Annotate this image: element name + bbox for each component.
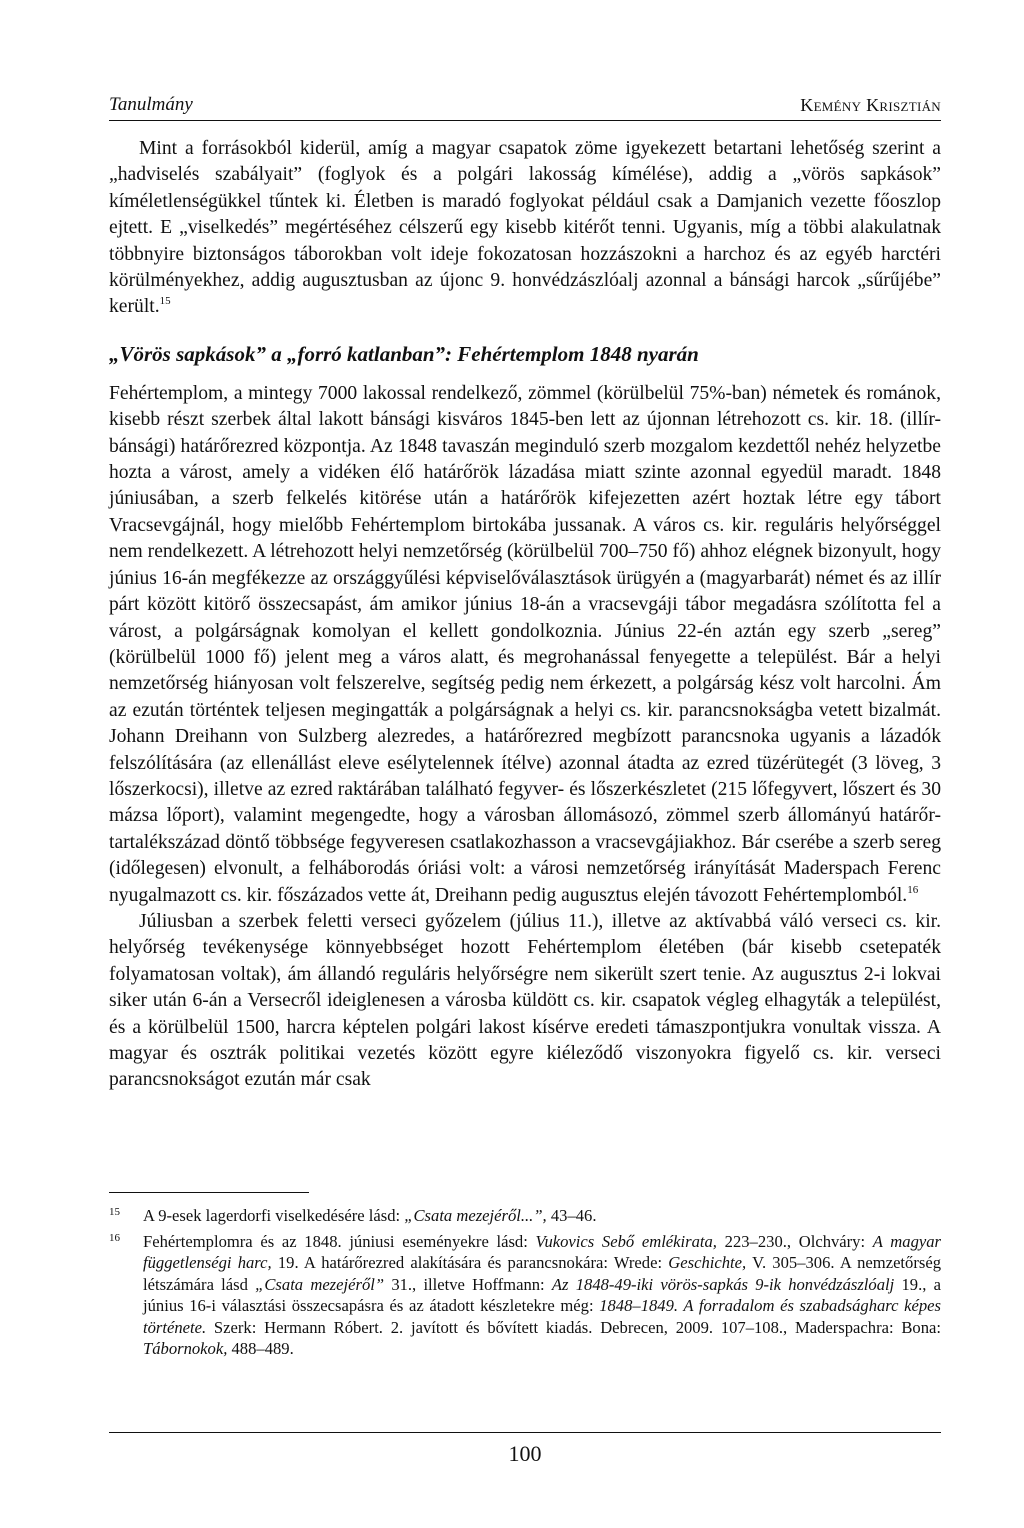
intro-text: Mint a forrásokból kiderül, amíg a magyar csapatok zöme igyekezett betartani lehetőség szerint a „hadviselés szabályait” (foglyok és a polgári lakosság kímélése), addig a „vörös sapkások” kíméletlenségükkel tűntek ki. Életben is maradó foglyokat például csak a Damjanich vezette főoszlop ejtett. E „viselkedés” megértéséhez célszerű egy kisebb kitérőt tenni. Ugyanis, míg a többi alakulatnak többnyire biztonságos táborokban volt ideje fokozatosan hozzászokni a harchoz és az egyéb harctéri körülményekhez, addig augusztusban az újonc 9. honvédzászlóalj azonnal a bánsági harcok „sűrűjébe” került. [109, 138, 941, 318]
footnote-text: A 9-esek lagerdorfi viselkedésére lásd: „Csata mezejéről...”, 43–46. [143, 1206, 597, 1225]
footnote-separator [109, 1192, 309, 1193]
footnote-number: 16 [109, 1231, 120, 1244]
paragraph-1 [109, 381, 941, 909]
intro-paragraph [109, 136, 941, 321]
section-heading: „Vörös sapkások” a „forró katlanban”: Fehértemplom 1848 nyarán [109, 341, 699, 366]
footnotes [109, 1192, 941, 1364]
footnote-15 [109, 1205, 941, 1227]
footnote-text: Fehértemplomra és az 1848. júniusi eseményekre lásd: Vukovics Sebő emlékirata, 223–230., Olchváry: A magyar függetlenségi harc, 19. A határőrezred alakítására és parancsnokára: Wrede: Geschichte, V. 305–306. A nemzetőrség létszámára lásd „Csata mezejéről” 31., illetve Hoffmann: Az 1848-49-iki vörös-sapkás 9-ik honvédzászlóalj 19., a június 16-i választási összecsapásra és az átadott készletekre még: 1848–1849. A forradalom és szabadságharc képes története. Szerk: Hermann Róbert. 2. javított és bővített kiadás. Debrecen, 2009. 107–108., Maderspachra: Bona: Tábornokok, 488–489. [143, 1231, 942, 1358]
header-author: Kemény Krisztián [800, 95, 941, 115]
page-number: 100 [109, 1432, 941, 1467]
footnote-number: 15 [109, 1206, 120, 1218]
paragraph-2: Júliusban a szerbek feletti verseci győzelem (július 11.), illetve az aktívabbá váló verseci cs. kir. helyőrség tevékenysége könnyebbséget hozott Fehértemplom életében (bár kisebb csetepaték folyamatosan voltak), ám állandó reguláris helyőrségre nem sikerült szert tenie. Az augusztus 2-i lokvai siker után 6-án a Versecről ideiglenesen a városba küldött cs. kir. csapatok végleg elhagyták a települést, és a körülbelül 1500, harcra képtelen polgári lakost kísérve eredeti támaszpontjukra vonultak vissza. A magyar és osztrák politikai vezetés között egyre kiéleződő viszonyokra figyelő cs. kir. verseci parancsnokságot ezután már csak [109, 910, 941, 1091]
header-section-title: Tanulmány [109, 94, 193, 115]
paragraph-1-text: Fehértemplom, a mintegy 7000 lakossal rendelkező, zömmel (körülbelül 75%-ban) németek és románok, kisebb részt szerbek által lakott bánsági kisváros 1845-ben lett az újonnan létrehozott cs. kir. 18. (illír-bánsági) határőrezred központja. Az 1848 tavaszán meginduló szerb mozgalom kezdettől nehéz helyzetbe hozta a várost, amely a vidéken élő határőrök lázadása miatt szinte azonnal egyedül maradt. 1848 júniusában, a szerb felkelés kitörése után a határőrök kifejezetten azért hoztak létre egy tábort Vracsevgájnál, hogy mielőbb Fehértemplom birtokába jussanak. A város cs. kir. reguláris helyőrséggel nem rendelkezett. A létrehozott helyi nemzetőrség (körülbelül 700–750 fő) ahhoz elégnek bizonyult, hogy június 16-án megfékezze az országgyűlési képviselőválasztások ürügyén a (magyarbarát) német és az illír párt között kitörő összecsapást, ám amikor június 18-án a vracsevgáji tábor megadásra szólította fel a várost, a polgárságnak komolyan el kellett gondolkoznia. Június 22-én aztán egy szerb „sereg” (körülbelül 1000 fő) jelent meg a város alatt, és megrohanással fenyegette a települést. Bár a helyi nemzetőrség hiányosan volt felszerelve, segítség pedig nem érkezett, a polgárság kész volt harcolni. Ám az ezután történtek teljesen megingatták a polgárságnak a helyi cs. kir. parancsnokságba vetett bizalmát. Johann Dreihann von Sulzberg alezredes, a határőrezred megbízott parancsnoka ugyanis a lázadók felszólítására (az ellenállást eleve esélytelennek ítélve) azonnal átadta az ezred tüzérütegét (3 löveg, 3 lőszerkocsi), illetve az ezred raktárában található fegyver- és lőszerkészletet (215 lőfegyvert, lőszert és 30 mázsa lőport), valamint megengedte, hogy a városban állomásozó, zömmel szerb állományú határőr-tartalékszázad döntő többsége fegyveresen csatlakozhasson a vracsevgájiakhoz. Bár cserébe a szerb sereg (időlegesen) elvonult, a felháborodás óriási volt: a városi nemzetőrség irányítását Maderspach Ferenc nyugalmazott cs. kir. főszázados vette át, Dreihann pedig augusztus elején távozott Fehértemplomból. [109, 382, 941, 906]
running-header [109, 86, 941, 121]
main-text [109, 136, 941, 1094]
footnote-16 [109, 1231, 941, 1360]
footnote-ref-16: 16 [907, 883, 919, 896]
footnote-ref-15: 15 [159, 295, 171, 308]
